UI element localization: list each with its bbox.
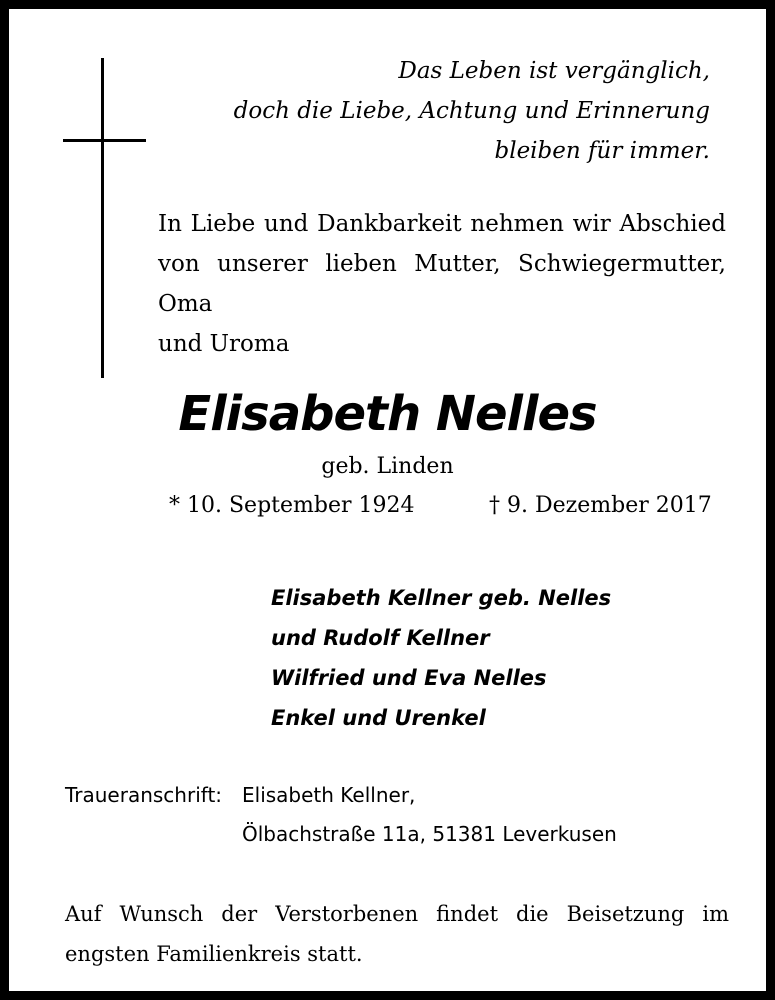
notice-line: Auf Wunsch der Verstorbenen findet die Beisetzung im: [65, 902, 729, 926]
mourner-line: und Rudolf Kellner: [271, 626, 490, 650]
address-label: Traueranschrift:: [65, 783, 223, 807]
address-line: Ölbachstraße 11a, 51381 Leverkusen: [242, 822, 617, 846]
cross-icon: [101, 58, 104, 378]
motto-line: doch die Liebe, Achtung und Erinnerung: [233, 98, 710, 124]
intro-line: von unserer lieben Mutter, Schwiegermutter, Oma: [158, 251, 726, 317]
mourner-line: Wilfried und Eva Nelles: [271, 666, 547, 690]
cross-icon-bar: [63, 139, 146, 142]
motto-line: bleiben für immer.: [494, 138, 710, 164]
mourners-list: [271, 578, 611, 738]
mourner-line: Enkel und Urenkel: [271, 706, 486, 730]
intro-text: [158, 204, 726, 364]
address-line: Elisabeth Kellner,: [242, 783, 416, 807]
birth-date: * 10. September 1924: [169, 493, 415, 518]
deceased-name: Elisabeth Nelles: [178, 386, 597, 442]
burial-notice: [65, 894, 729, 974]
intro-line: und Uroma: [158, 331, 290, 357]
motto-line: Das Leben ist vergänglich,: [398, 58, 710, 84]
intro-line: In Liebe und Dankbarkeit nehmen wir Abschied: [158, 211, 726, 237]
notice-line: engsten Familienkreis statt.: [65, 942, 363, 966]
death-date: † 9. Dezember 2017: [489, 493, 712, 518]
birth-name: geb. Linden: [321, 454, 454, 479]
mourner-line: Elisabeth Kellner geb. Nelles: [271, 586, 612, 610]
motto: [234, 51, 710, 171]
